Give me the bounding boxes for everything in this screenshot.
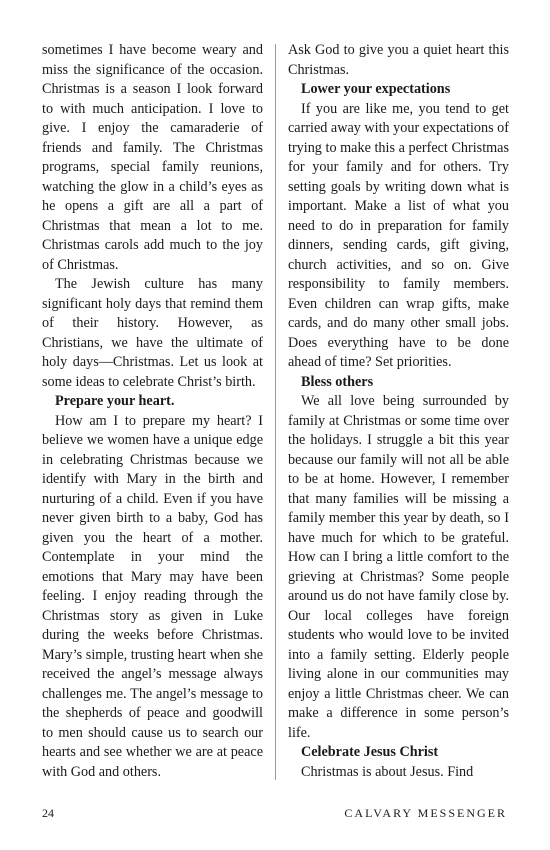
left-column bbox=[42, 41, 263, 782]
paragraph: sometimes I have become weary and miss the significance of the occasion. Christmas is a season I look forward to with much anticipation. I love to give. I enjoy the camaraderie of friends and family. The Christmas programs, special family reunions, watching the glow in a child’s eyes as he opens a gift are all a part of Christmas that mean a lot to me. Christmas carols add much to the joy of Christmas. bbox=[42, 42, 263, 273]
page-number: 24 bbox=[42, 806, 54, 820]
publication-title: CALVARY MESSENGER bbox=[344, 806, 507, 820]
section-heading: Bless others bbox=[301, 373, 374, 390]
section-heading: Celebrate Jesus Christ bbox=[301, 744, 439, 760]
section-heading: Prepare your heart. bbox=[55, 393, 175, 409]
page-footer bbox=[42, 806, 507, 826]
right-column bbox=[288, 41, 509, 782]
paragraph: How am I to prepare my heart? I believe we women have a unique edge in celebrating Christmas because we identify with Mary in the birth and nurturing of a child. Even if you have never given birth to a baby, God has given you the heart of a mother. Contemplate in your mind the emotions that Mary may have been feeling. I enjoy reading through the Christmas story as given in Luke during the weeks before Christmas. Mary’s simple, trusting heart when she received the angel’s message always challenges me. The angel’s message to the shepherds of peace and goodwill to men should cause us to search our hearts and see whether we are at peace with God and others. bbox=[42, 412, 263, 780]
paragraph: Christmas is about Jesus. Find bbox=[301, 763, 474, 780]
paragraph: We all love being surrounded by family at Christmas or some time over the holidays. I struggle a bit this year because our family will not all be able to be at home. However, I remember that many families will be missing a family member this year by death, so I have much for which to be grateful. How can I bring a little comfort to the grieving at Christmas? Some people around us do not have family close by. Our local colleges have foreign students who would love to be invited into a family setting. Elderly people living alone in our communities may enjoy a little Christmas cheer. We can make a difference in some person’s life. bbox=[288, 393, 509, 741]
paragraph: Ask God to give you a quiet heart this Christmas. bbox=[288, 42, 509, 78]
section-heading: Lower your expectations bbox=[301, 81, 451, 97]
column-divider bbox=[275, 44, 276, 780]
paragraph: The Jewish culture has many significant holy days that remind them of their history. However, as Christians, we have the ultimate of holy days—Christmas. Let us look at some ideas to celebrate Christ’s birth. bbox=[42, 276, 263, 390]
paragraph: If you are like me, you tend to get carried away with your expectations of trying to make this a perfect Christmas for your family and for others. Try setting goals by writing down what is important. Make a list of what you need to do in preparation for family dinners, sending cards, gift giving, church activities, and so on. Give responsibility to family members. Even children can wrap gifts, make cards, and do many other small jobs. Does everything have to be done ahead of time? Set priorities. bbox=[288, 100, 510, 370]
